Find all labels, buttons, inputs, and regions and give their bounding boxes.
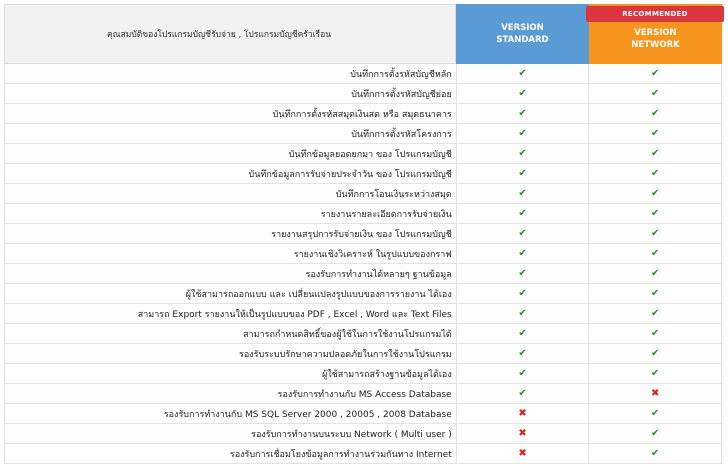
feature-column-header: คุณสมบัติของโปรแกรมบัญชีรับจ่าย , โปรแกรมบัญชีครัวเรือน [4,4,456,64]
feature-label: รองรับระบบรักษาความปลอดภัยในการใช้งานโปรแกรม [239,349,452,360]
table-row [5,224,721,244]
feature-label: รองรับการทำงานได้หลายๆ ฐานข้อมูล [305,269,452,280]
feature-label: รองรับการทำงานกับ MS SQL Server 2000 , 20005 , 2008 Database [163,409,452,420]
feature-label: รายงานสรุปการรับจ่ายเงิน ของ โปรแกรมบัญชี [271,229,452,240]
table-row [5,204,721,224]
feature-label: สามารถ Export รายงานให้เป็นรูปแบบของ PDF , Excel , Word และ Text Files [137,309,452,320]
feature-label: บันทึกข้อมูลการรับจ่ายประจำวัน ของ โปรแกรมบัญชี [248,169,452,180]
network-version-label: VERSION [634,28,677,38]
check-icon: ✔ [456,204,589,223]
check-icon: ✔ [456,144,589,163]
check-icon: ✔ [456,104,589,123]
check-icon: ✔ [588,304,721,323]
feature-label: รายงานเชิงวิเคราะห์ ในรูปแบบของกราฟ [293,249,452,260]
feature-label: รองรับการเชื่อมโยงข้อมูลการทำงานร่วมกันทาง Internet [229,449,452,460]
check-icon: ✔ [588,184,721,203]
table-row [5,124,721,144]
feature-label: บันทึกการตั้งรหัสบัญชีย่อย [351,89,452,100]
feature-label: ผู้ใช้สามารถสร้างฐานข้อมูลได้เอง [321,369,452,380]
table-row [5,244,721,264]
cross-icon: ✖ [456,424,589,443]
table-row [5,144,721,164]
table-row [5,284,721,304]
check-icon: ✔ [456,284,589,303]
table-row [5,264,721,284]
check-icon: ✔ [456,244,589,263]
feature-label: สามารถกำหนดสิทธิ์ของผู้ใช้ในการใช้งานโปรแกรมได้ [243,329,452,340]
table-row [5,64,721,84]
check-icon: ✔ [588,224,721,243]
standard-version-name: STANDARD [496,35,549,45]
check-icon: ✔ [456,344,589,363]
comparison-table [4,4,722,464]
check-icon: ✔ [588,144,721,163]
cross-icon: ✖ [456,444,589,463]
standard-version-header [456,4,589,64]
check-icon: ✔ [588,264,721,283]
check-icon: ✔ [456,184,589,203]
check-icon: ✔ [588,164,721,183]
feature-label: บันทึกการตั้งรหัสบัญชีหลัก [350,69,452,80]
table-row [5,424,721,444]
table-row [5,84,721,104]
cross-icon: ✖ [588,384,721,403]
feature-label: ผู้ใช้สามารถออกแบบ และ เปลี่ยนแปลงรูปแบบของการรายงาน ได้เอง [185,289,452,300]
table-row [5,324,721,344]
check-icon: ✔ [456,64,589,83]
feature-label: บันทึกการตั้งรหัสสมุดเงินสด หรือ สมุดธนาคาร [272,109,452,120]
network-version-name: NETWORK [631,40,680,50]
check-icon: ✔ [588,64,721,83]
check-icon: ✔ [588,344,721,363]
check-icon: ✔ [588,404,721,423]
table-row [5,444,721,464]
check-icon: ✔ [456,264,589,283]
feature-label: บันทึกการตั้งรหัสโครงการ [351,129,452,140]
feature-label: รองรับการทำงานกับ MS Access Database [277,389,452,400]
feature-rows [4,64,722,464]
check-icon: ✔ [456,364,589,383]
recommended-badge: RECOMMENDED [586,6,724,22]
check-icon: ✔ [456,84,589,103]
check-icon: ✔ [588,244,721,263]
table-row [5,404,721,424]
feature-label: รองรับการทำงานบนระบบ Network ( Multi user ) [251,429,452,440]
table-row [5,164,721,184]
check-icon: ✔ [456,384,589,403]
check-icon: ✔ [456,124,589,143]
table-row [5,344,721,364]
table-row [5,384,721,404]
standard-version-label: VERSION [501,23,544,33]
check-icon: ✔ [456,324,589,343]
check-icon: ✔ [588,104,721,123]
check-icon: ✔ [588,424,721,443]
check-icon: ✔ [456,164,589,183]
feature-label: รายงานรายละเอียดการรับจ่ายเงิน [320,209,452,220]
check-icon: ✔ [588,204,721,223]
table-row [5,184,721,204]
table-row [5,304,721,324]
check-icon: ✔ [588,364,721,383]
check-icon: ✔ [588,444,721,463]
check-icon: ✔ [456,224,589,243]
check-icon: ✔ [588,124,721,143]
check-icon: ✔ [456,304,589,323]
feature-label: บันทึกข้อมูลยอดยกมา ของ โปรแกรมบัญชี [288,149,452,160]
table-header [4,4,722,64]
check-icon: ✔ [588,324,721,343]
cross-icon: ✖ [456,404,589,423]
table-row [5,104,721,124]
table-row [5,364,721,384]
check-icon: ✔ [588,84,721,103]
check-icon: ✔ [588,284,721,303]
feature-label: บันทึกการโอนเงินระหว่างสมุด [335,189,452,200]
